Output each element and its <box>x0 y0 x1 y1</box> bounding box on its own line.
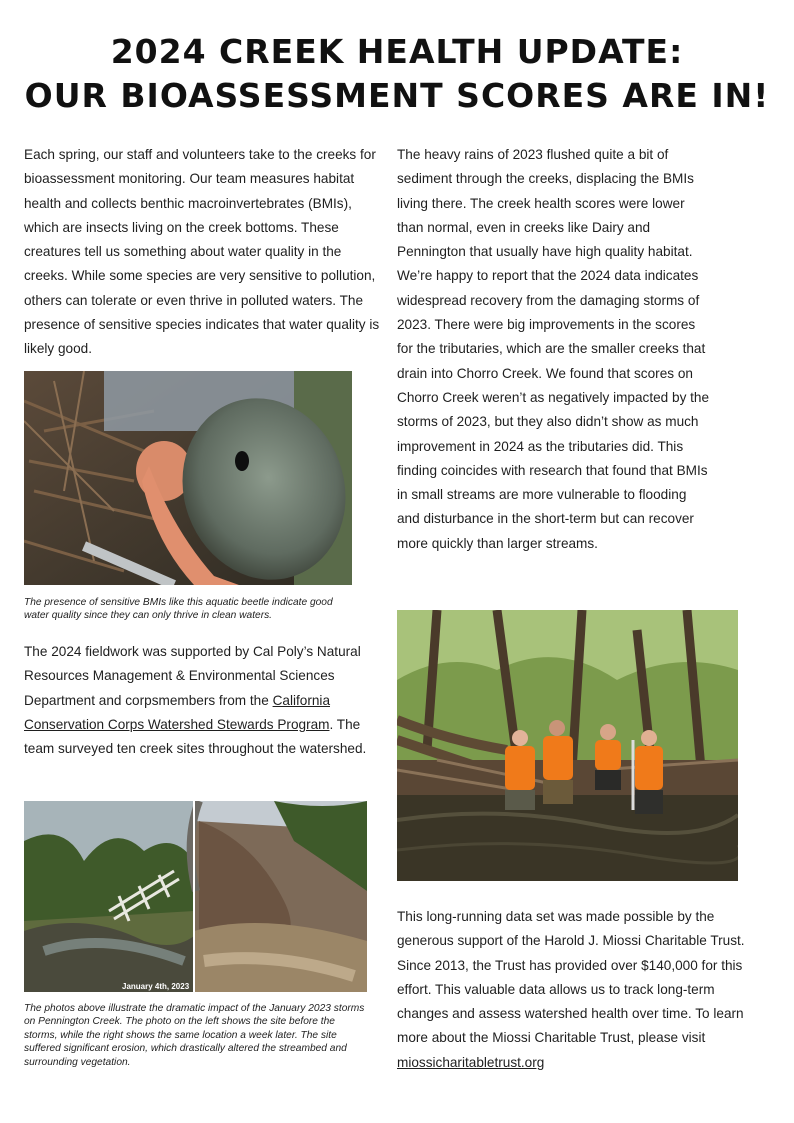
fieldwork-paragraph <box>24 640 386 761</box>
pennington-caption: The photos above illustrate the dramatic impact of the January 2023 storms on Pennington Creek. The photo on the left shows the site before the storms, while the right shows the same location a week later. The site suffered significant erosion, which drastically altered the streambed and surrounding vegetation. <box>24 1003 365 1068</box>
photo-date-label: January 4th, 2023 <box>122 982 190 991</box>
miossi-support-text: This long-running data set was made possible by the generous support of the Harold J. Miossi Charitable Trust. Since 2013, the Trust has provided over $140,000 for this effort. This valuable data allows us to track long-term changes and assess watershed health over time. To learn more about the Miossi Charitable Trust, please visit <box>397 909 745 1046</box>
ccc-watershed-stewards-link[interactable]: California Conservation Corps Watershed Stewards Program <box>24 692 330 732</box>
fieldwork-text-before: The 2024 fieldwork was supported by Cal Poly’s Natural Resources Management & Environmental Sciences Department and corpsmembers from the <box>24 644 361 708</box>
fieldwork-text-after: . The team surveyed ten creek sites throughout the watershed. <box>24 716 367 757</box>
title-line-1: 2024 CREEK HEALTH UPDATE: <box>110 32 684 71</box>
miossi-trust-link[interactable]: miossicharitabletrust.org <box>397 1054 545 1070</box>
beetle-photo <box>24 371 352 585</box>
recovery-paragraph: The heavy rains of 2023 flushed quite a bit of sediment through the creeks, displacing the BMIs living there. The creek health scores were lower than normal, even in creeks like Dairy and Pennington that usually have high quality habitat. We’re happy to report that the 2024 data indicates widespread recovery from the damaging storms of 2023. There were big improvements in the scores for the tributaries, which are the smaller creeks that drain into Chorro Creek. We found that scores on Chorro Creek weren’t as negatively impacted by the storms of 2023, but they also didn’t show as much improvement in 2024 as the tributaries did. This finding coincides with research that found that BMIs in small streams are more vulnerable to flooding and disturbance in the short-term but can recover more quickly than larger streams. <box>397 147 710 551</box>
field-team-photo <box>397 610 738 881</box>
miossi-support-paragraph <box>397 905 755 1075</box>
title-line-2: OUR BIOASSESSMENT SCORES ARE IN! <box>24 76 770 115</box>
beetle-caption: The presence of sensitive BMIs like this aquatic beetle indicate good water quality since they can only thrive in clean waters. <box>24 597 333 622</box>
pennington-before-after-photo <box>24 801 367 992</box>
intro-paragraph: Each spring, our staff and volunteers take to the creeks for bioassessment monitoring. Our team measures habitat health and collects benthic macroinvertebrates (BMIs), which are insects living on the creek bottoms. These creatures tell us something about water quality in the creeks. While some species are very sensitive to pollution, others can tolerate or even thrive in polluted waters. The presence of sensitive species indicates that water quality is likely good. <box>24 147 380 357</box>
page-title <box>0 30 794 118</box>
